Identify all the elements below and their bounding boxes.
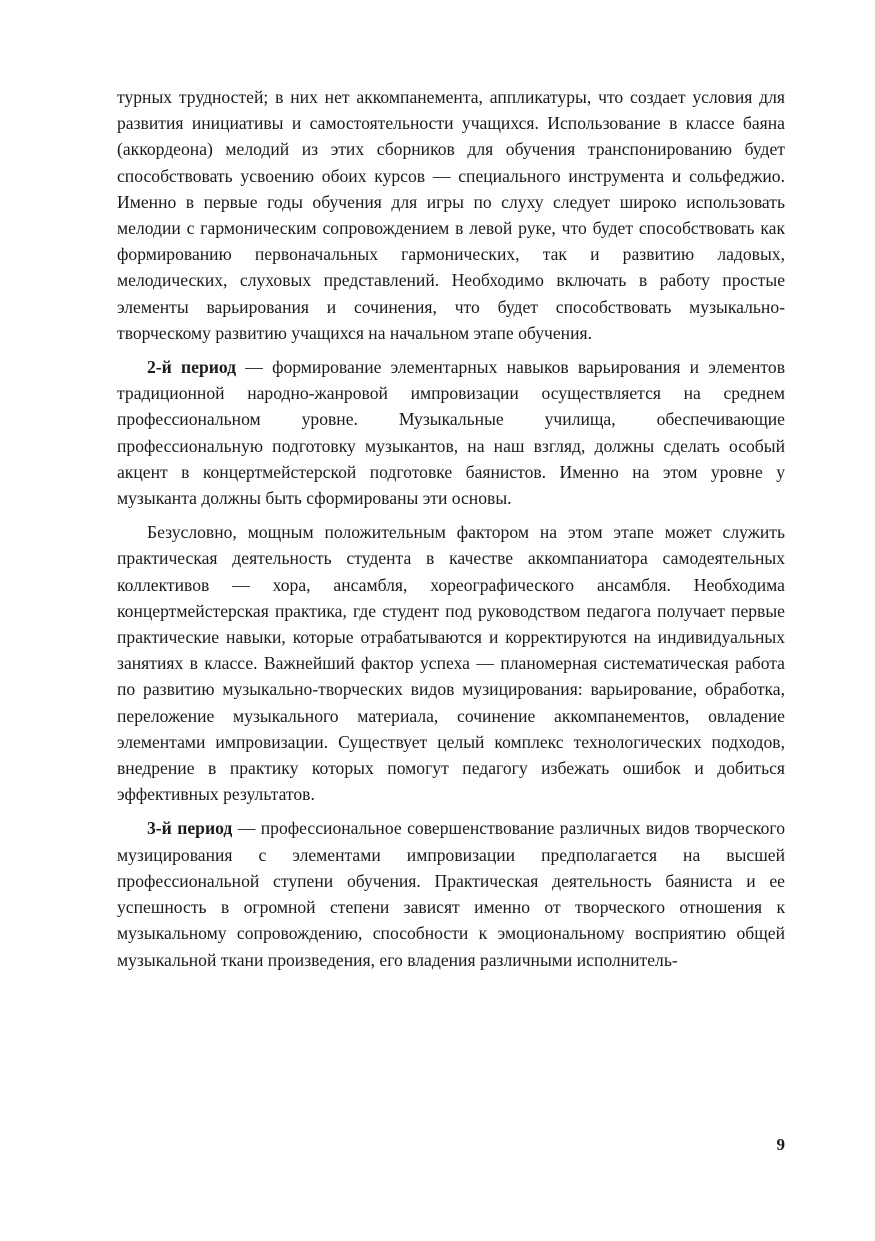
paragraph-text: Безусловно, мощным положительным фактором на этом этапе может служить практическая деятельность студента в качестве аккомпаниатора самодеятельных коллективов — хора, ансамбля, хореографического ансамбля. Необходима концертмейстерская практика, где студент под руководством педагога получает первые практические навыки, которые отрабатываются и корректируются на индивидуальных занятиях в классе. Важнейший фактор успеха — планомерная систематическая работа по развитию музыкально-творческих видов музицирования: варьирование, обработка, переложение музыкального материала, сочинение аккомпанементов, овладение элементами импровизации. Существует целый комплекс технологических подходов, внедрение в практику которых помогут педагогу избежать ошибок и добиться эффективных результатов.: [117, 522, 785, 805]
paragraph-period-2: [117, 354, 785, 511]
paragraph-text: — формирование элементарных навыков варьирования и элементов традиционной народно-жанровой импровизации осуществляется на среднем профессиональном уровне. Музыкальные училища, обеспечивающие профессиональную подготовку музыкантов, на наш взгляд, должны сделать особый акцент в концертмейстерской подготовке баянистов. Именно на этом уровне у музыканта должны быть сформированы эти основы.: [117, 357, 785, 509]
paragraph-text: турных трудностей; в них нет аккомпанемента, аппликатуры, что создает условия для развития инициативы и самостоятельности учащихся. Использование в классе баяна (аккордеона) мелодий из этих сборников для обучения транспонированию будет способствовать усвоению обоих курсов — специального инструмента и сольфеджио. Именно в первые годы обучения для игры по слуху следует широко использовать мелодии с гармоническим сопровождением в левой руке, что будет способствовать как формированию первоначальных гармонических, так и развитию ладовых, мелодических, слуховых представлений. Необходимо включать в работу простые элементы варьирования и сочинения, что будет способствовать музыкально-творческому развитию учащихся на начальном этапе обучения.: [117, 87, 785, 343]
paragraph-period-3: [117, 815, 785, 972]
paragraph-lead: 2-й период: [147, 357, 237, 378]
paragraph-continuation: [117, 84, 785, 346]
page-number: 9: [776, 1135, 785, 1154]
paragraph-text: — профессиональное совершенствование различных видов творческого музицирования с элементами импровизации предполагается на высшей профессиональной ступени обучения. Практическая деятельность баяниста и ее успешность в огромной степени зависят именно от творческого отношения к музыкальному сопровождению, способности к эмоциональному восприятию общей музыкальной ткани произведения, его владения различными исполнитель-: [117, 818, 785, 970]
paragraph-lead: 3-й период: [147, 818, 233, 839]
page-body: [117, 84, 785, 973]
paragraph-practice: [117, 519, 785, 807]
